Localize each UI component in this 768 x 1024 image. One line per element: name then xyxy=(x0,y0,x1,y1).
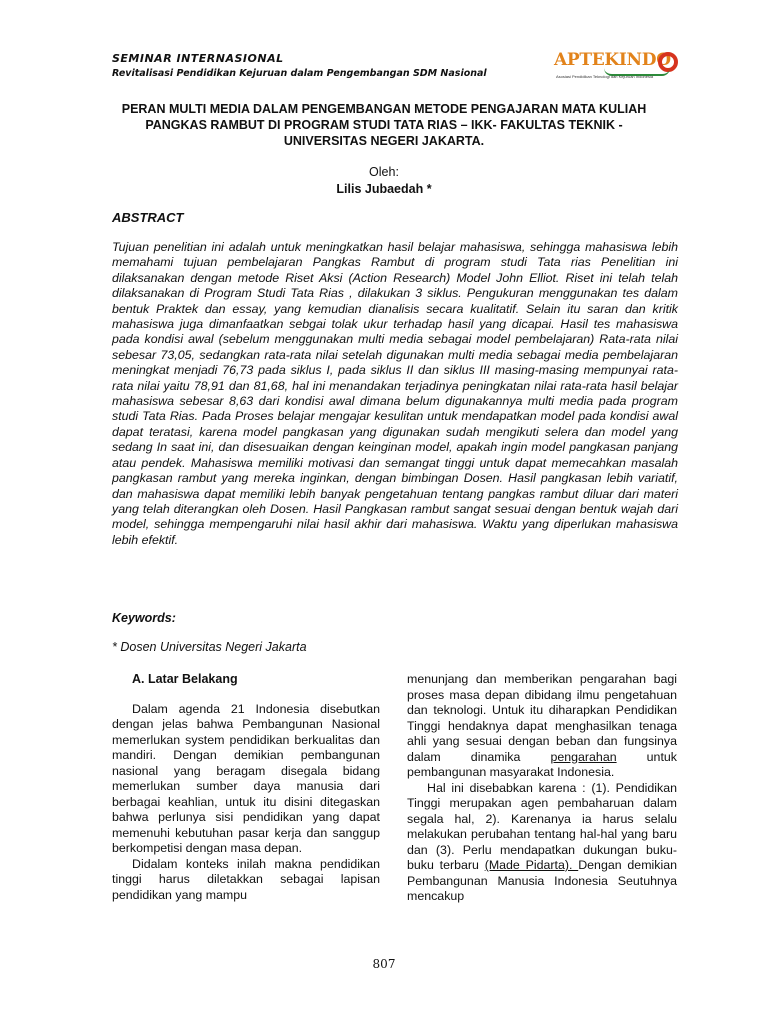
paragraph: Didalam konteks inilah makna pendidikan tinggi harus diletakkan sebagai lapisan pendidikan yang mampu xyxy=(112,856,380,902)
seminar-subtitle: Revitalisasi Pendidikan Kejuruan dalam Pengembangan SDM Nasional xyxy=(112,68,487,79)
abstract-body: Tujuan penelitian ini adalah untuk meningkatkan hasil belajar mahasiswa, sehingga mahasiswa lebih memahami tujuan pembelajaran Pangkas Rambut di program studi Tata rias Penelitian ini dilaksanakan dengan metode Riset Aksi (Action Research) Model John Elliot. Riset ini telah telah dilaksanakan di Program Studi Tata Rias , dilakukan 3 siklus. Pengukuran menggunakan tes dalam bentuk Praktek dan essay, yang kemudian dianalisis secara kualitatif. Selain itu saran dan kritik mahasiswa juga dimanfaatkan sebgai tolak ukur terhadap hasil yang dicapai. Hasil tes mahasiswa pada kondisi awal (sebelum menggunakan multi media sebagai model pembelajaran) Rata-rata nilai sebesar 73,05, sedangkan rata-rata nilai setelah digunakan multi media sebagai media pembelajaran meningkat menjadi 76,73 pada siklus I, pada siklus II dan siklus III masing-masing mempunyai rata-rata nilai yaitu 78,91 dan 81,68, hal ini menandakan terjadinya peningkatan nilai rata-rata hasil belajar mahasiswa sebesar 8,63 dari kondisi awal dimana belum digunakannya multi media pada program studi Tata Rias. Pada Proses belajar mengajar kesulitan untuk mendapatkan model pada kondisi awal dapat teratasi, karena model pangkasan yang digunakan sudah mengikuti selera dan model yang sedang In saat ini, dan disesuaikan dengan keinginan model, apakah ingin model pangkasan panjang atau pendek. Mahasiswa memiliki motivasi dan semangat tinggi untuk dapat memecahkan masalah pangkasan rambut yang mereka inginkan, dengan bimbingan Dosen. Hasil pangkasan lebih variatif, dan mahasiswa dapat memiliki lebih banyak pengetahuan tentang pangkas rambut diluar dari materi yang telah diterangkan oleh Dosen. Hasil Pangkasan rambut sangat sesuai dengan bentuk wajah dari model, sehingga mempengaruhi nilai hasil akhir dari mahasiswa. Waktu yang diperlukan mahasiswa lebih efektif. xyxy=(112,240,678,547)
logo-tagline: Asosiasi Pendidikan Teknologi dan Kejuruan Indonesia xyxy=(556,74,654,79)
paragraph-text: untuk pembangunan masyarakat Indonesia. xyxy=(407,749,677,779)
author-name: Lilis Jubaedah * xyxy=(336,182,432,196)
section-heading: A. Latar Belakang xyxy=(132,672,238,686)
keywords-label: Keywords: xyxy=(112,611,176,625)
paragraph: Dalam agenda 21 Indonesia disebutkan dengan jelas bahwa Pembangunan Nasional memerlukan system pendidikan berkualitas dan mandiri. Dengan demikian pembangunan nasional yang beragam disegala bidang memerlukan sumber daya manusia dari berbagai keahlian, untuk itu disini ditegaskan bahwa perlunya sisi pendidikan yang dapat memenuhi kebutuhan pasar kerja dan sanggup berkompetisi dengan masa depan. xyxy=(112,701,380,855)
left-column xyxy=(112,672,380,903)
abstract-heading: ABSTRACT xyxy=(112,210,184,225)
paragraph xyxy=(407,781,677,905)
paragraph-text: Hal ini disebabkan karena : (1). Pendidikan Tinggi merupakan agen pembaharuan dalam segala hal, 2). Karenanya ia harus selalu melakukan perubahan tentang hal-hal yang baru dan (3). Perlu mendapatkan dukungan buku-buku terbaru xyxy=(407,780,677,872)
byline-label: Oleh: xyxy=(369,165,399,179)
paragraph-text: Dengan demikian Pembangunan Manusia Indonesia Seutuhnya mencakup xyxy=(407,858,677,903)
paragraph xyxy=(407,672,677,781)
aptekindo-logo xyxy=(552,50,678,84)
author-affiliation: * Dosen Universitas Negeri Jakarta xyxy=(112,640,307,654)
citation: (Made Pidarta). xyxy=(484,858,579,872)
underlined-term: pengarahan xyxy=(550,749,617,764)
right-column xyxy=(407,672,677,905)
logo-wordmark: APTEKINDO xyxy=(554,50,671,70)
seminar-title: SEMINAR INTERNASIONAL xyxy=(112,52,284,65)
paragraph-text: menunjang dan memberikan pengarahan bagi proses masa depan dibidang ilmu pengetahuan dan teknologi. Untuk itu diharapkan Pendidikan Tinggi hendaknya dapat menghasilkan tenaga ahli yang sesuai dengan beban dan fungsinya dalam dinamika xyxy=(407,672,677,764)
running-header xyxy=(112,52,532,79)
page-number: 807 xyxy=(372,957,396,971)
paper-title: PERAN MULTI MEDIA DALAM PENGEMBANGAN METODE PENGAJARAN MATA KULIAH PANGKAS RAMBUT DI PROGRAM STUDI TATA RIAS – IKK- FAKULTAS TEKNIK -UNIVERSITAS NEGERI JAKARTA. xyxy=(121,102,647,148)
